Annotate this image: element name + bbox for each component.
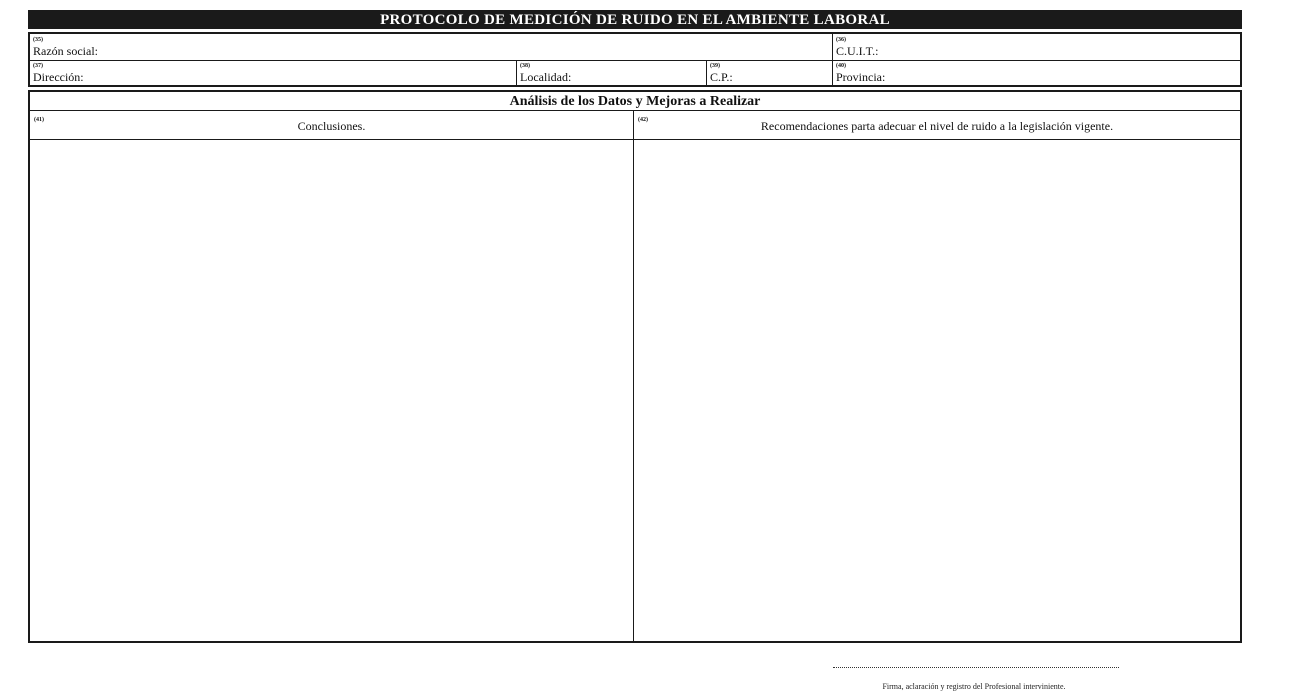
conclusiones-label: Conclusiones. [297,119,366,133]
field-number: (36) [836,37,846,43]
localidad-label: Localidad: [520,70,572,84]
form-title: PROTOCOLO DE MEDICIÓN DE RUIDO EN EL AMBIENTE LABORAL [28,10,1242,29]
header-row-2 [30,60,1240,85]
field-number: (39) [710,63,720,69]
direccion-label: Dirección: [33,70,84,84]
signature-line[interactable] [833,661,1119,668]
cp-label: C.P.: [710,70,733,84]
recomendaciones-input-area[interactable] [633,140,1240,641]
header-row-1 [30,34,1240,61]
field-number: (42) [638,117,648,123]
cuit-field[interactable] [832,34,1240,60]
cp-field[interactable] [706,60,832,85]
analysis-title: Análisis de los Datos y Mejoras a Realizar [30,92,1240,111]
conclusiones-header [30,111,633,140]
recomendaciones-label: Recomendaciones parta adecuar el nivel de ruido a la legislación vigente. [760,119,1114,133]
direccion-field[interactable] [30,60,516,85]
signature-caption: Firma, aclaración y registro del Profesional interviniente. [882,682,1066,691]
recomendaciones-header [633,111,1240,140]
field-number: (41) [34,117,44,123]
field-number: (35) [33,37,43,43]
company-info-section [28,32,1242,87]
razon-social-label: Razón social: [33,44,98,58]
cuit-label: C.U.I.T.: [836,44,879,58]
provincia-label: Provincia: [836,70,886,84]
field-number: (38) [520,63,530,69]
field-number: (37) [33,63,43,69]
localidad-field[interactable] [516,60,706,85]
razon-social-field[interactable] [30,34,832,60]
provincia-field[interactable] [832,60,1240,85]
analysis-section [28,90,1242,643]
field-number: (40) [836,63,846,69]
conclusiones-input-area[interactable] [30,140,633,641]
